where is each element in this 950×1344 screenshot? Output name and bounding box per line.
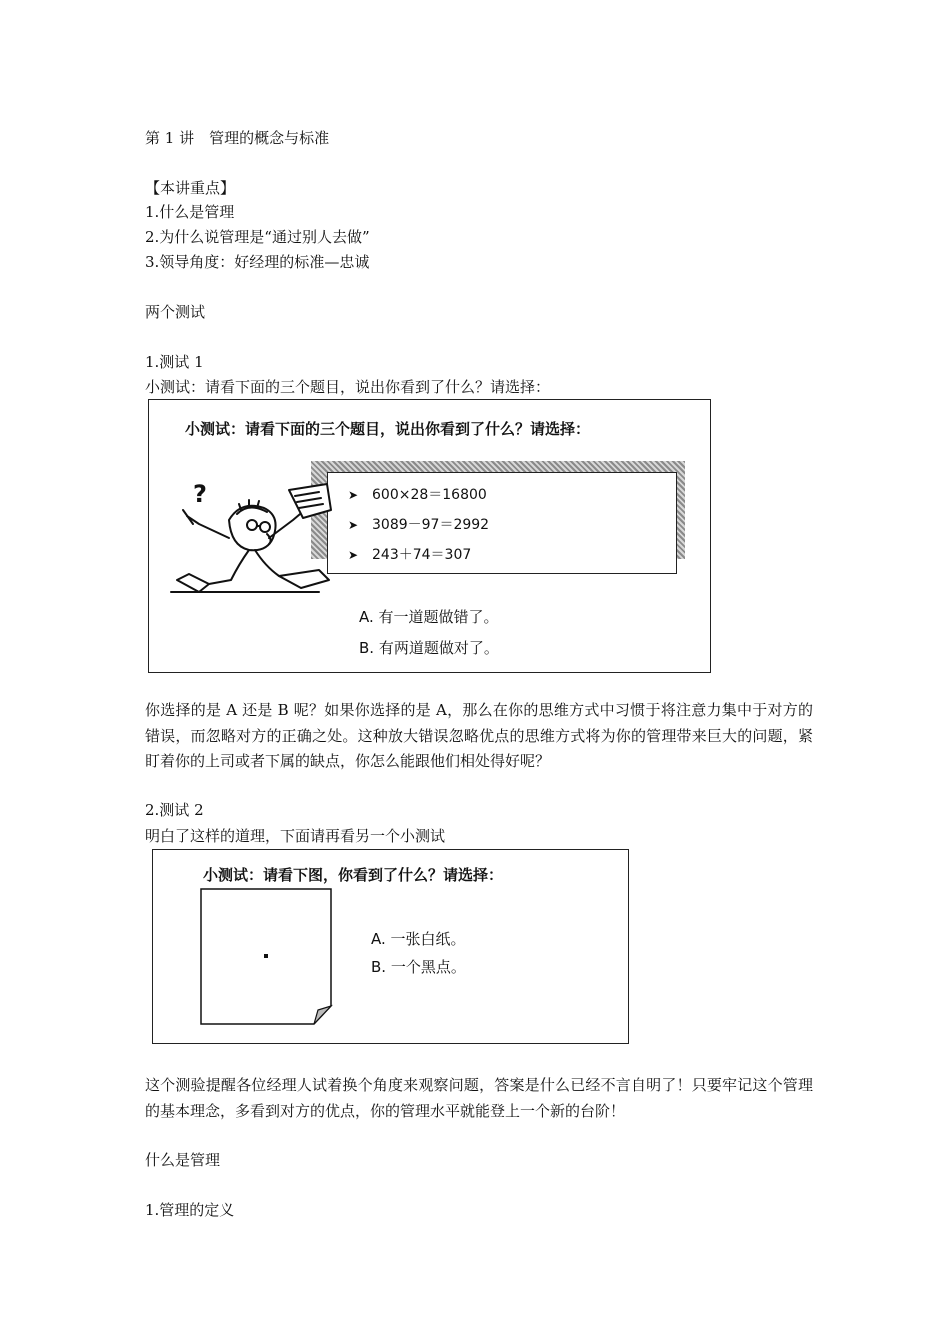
equation-text: 600×28＝16800 xyxy=(372,487,487,503)
test2-intro: 明白了这样的道理，下面请再看另一个小测试 xyxy=(145,827,446,845)
test2-explanation: 这个测验提醒各位经理人试着换个角度来观察问题，答案是什么已经不言自明了！只要牢记这个管理的基本理念，多看到对方的优点，你的管理水平就能登上一个新的台阶！ xyxy=(145,1076,813,1120)
key-point-item: 2.为什么说管理是“通过别人去做” xyxy=(145,228,370,246)
equation-text: 243＋74＝307 xyxy=(372,547,472,563)
arrow-right-icon: ➤ xyxy=(348,518,359,532)
key-points-heading: 【本讲重点】 xyxy=(145,179,236,197)
test2-figure xyxy=(152,849,629,1044)
equation-row xyxy=(348,544,471,564)
key-point-item: 1.什么是管理 xyxy=(145,203,235,221)
subsection-heading: 1.管理的定义 xyxy=(145,1201,235,1219)
test2-option-a: A. 一张白纸。 xyxy=(371,930,466,948)
arrow-right-icon: ➤ xyxy=(348,488,359,502)
test2-heading: 2.测试 2 xyxy=(145,801,204,819)
test1-option-a: A. 有一道题做错了。 xyxy=(359,608,499,626)
lecture-title: 第 1 讲 管理的概念与标准 xyxy=(145,129,330,147)
blank-paper-with-dot xyxy=(200,888,334,1026)
arrow-right-icon: ➤ xyxy=(348,548,359,562)
equation-box xyxy=(327,472,677,574)
question-mark: ? xyxy=(193,480,207,508)
test1-heading: 1.测试 1 xyxy=(145,353,204,371)
test1-figure-title: 小测试：请看下面的三个题目，说出你看到了什么？请选择： xyxy=(185,420,591,438)
test2-option-b: B. 一个黑点。 xyxy=(371,958,466,976)
test1-intro: 小测试：请看下面的三个题目，说出你看到了什么？请选择： xyxy=(145,378,551,396)
test2-figure-title: 小测试：请看下图，你看到了什么？请选择： xyxy=(203,866,504,884)
equation-text: 3089－97＝2992 xyxy=(372,517,490,533)
equation-row xyxy=(348,514,489,534)
test1-option-b: B. 有两道题做对了。 xyxy=(359,639,499,657)
test1-explanation: 你选择的是 A 还是 B 呢？如果你选择的是 A，那么在你的思维方式中习惯于将注意力集中于对方的错误，而忽略对方的正确之处。这种放大错误忽略优点的思维方式将为你的管理带来巨大的问题，紧盯着你的上司或者下属的缺点，你怎么能跟他们相处得好呢？ xyxy=(145,701,813,770)
equation-row xyxy=(348,484,487,504)
key-point-item: 3.领导角度：好经理的标准—忠诚 xyxy=(145,253,370,271)
test1-figure xyxy=(148,399,711,673)
section-heading: 什么是管理 xyxy=(145,1151,221,1169)
two-tests-heading: 两个测试 xyxy=(145,303,206,321)
